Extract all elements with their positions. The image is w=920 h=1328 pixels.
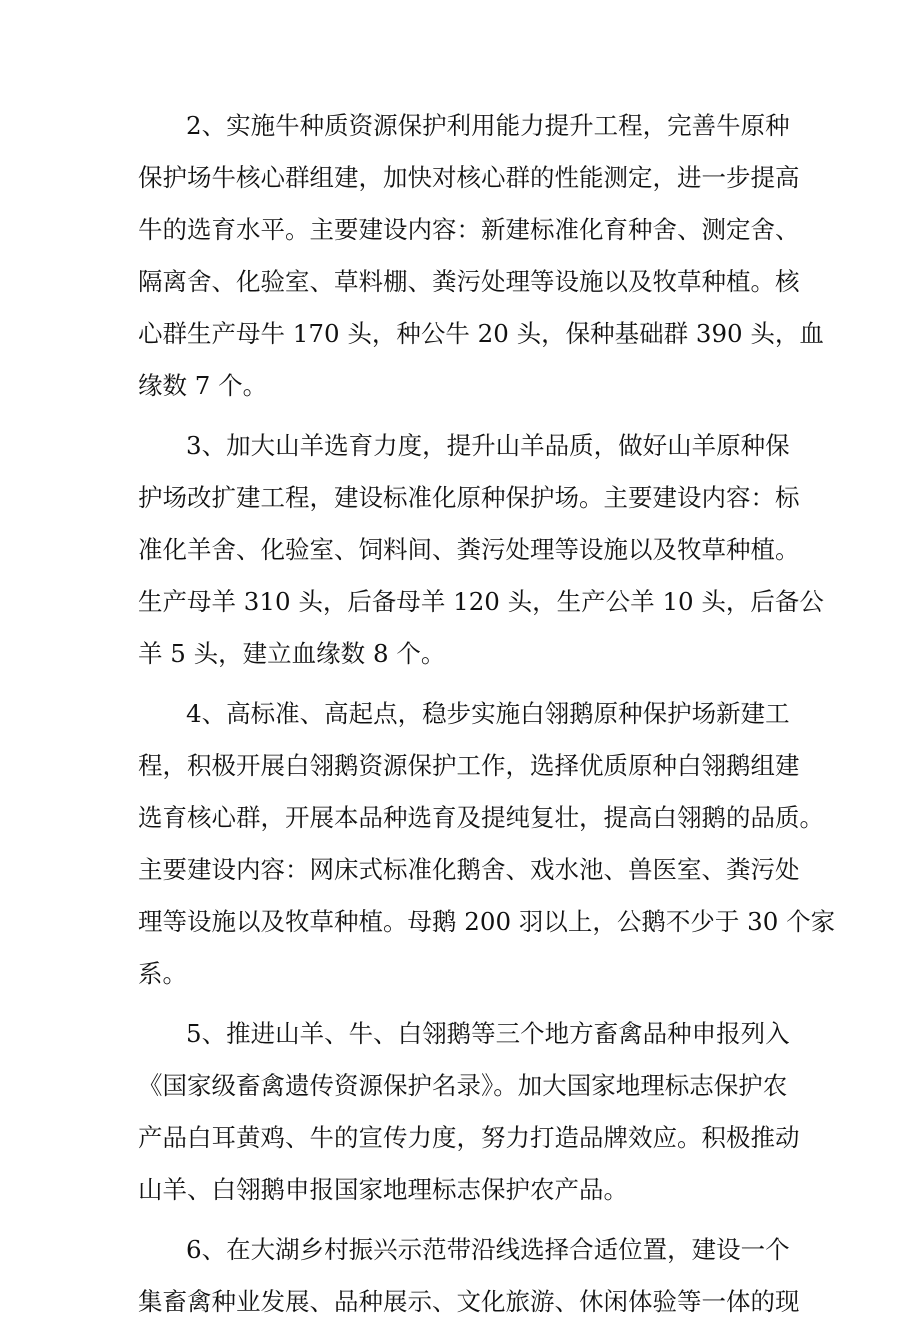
paragraph-4-line-5: 理等设施以及牧草种植。母鹅 200 羽以上，公鹅不少于 30 个家 bbox=[138, 907, 836, 936]
paragraph-3-line-4: 生产母羊 310 头，后备母羊 120 头，生产公羊 10 头，后备公 bbox=[138, 587, 824, 616]
paragraph-5-line-2: 《国家级畜禽遗传资源保护名录》。加大国家地理标志保护农 bbox=[138, 1071, 788, 1100]
paragraph-2-line-3: 牛的选育水平。主要建设内容：新建标准化育种舍、测定舍、 bbox=[138, 215, 800, 244]
paragraph-3-line-1: 3、加大山羊选育力度，提升山羊品质，做好山羊原种保 bbox=[186, 431, 790, 460]
paragraph-4-line-6: 系。 bbox=[138, 959, 187, 988]
paragraph-3-line-2: 护场改扩建工程，建设标准化原种保护场。主要建设内容：标 bbox=[138, 483, 800, 512]
paragraph-2-line-2: 保护场牛核心群组建，加快对核心群的性能测定，进一步提高 bbox=[138, 163, 800, 192]
paragraph-2-line-5: 心群生产母牛 170 头，种公牛 20 头，保种基础群 390 头，血 bbox=[138, 319, 824, 348]
paragraph-4-line-4: 主要建设内容：网床式标准化鹅舍、戏水池、兽医室、粪污处 bbox=[138, 855, 800, 884]
paragraph-6-line-2: 集畜禽种业发展、品种展示、文化旅游、休闲体验等一体的现 bbox=[138, 1287, 800, 1316]
paragraph-3-line-3: 准化羊舍、化验室、饲料间、粪污处理等设施以及牧草种植。 bbox=[138, 535, 800, 564]
paragraph-4-line-1: 4、高标准、高起点，稳步实施白翎鹅原种保护场新建工 bbox=[186, 699, 790, 728]
paragraph-2-line-1: 2、实施牛种质资源保护利用能力提升工程，完善牛原种 bbox=[186, 111, 790, 140]
paragraph-5-line-1: 5、推进山羊、牛、白翎鹅等三个地方畜禽品种申报列入 bbox=[186, 1019, 790, 1048]
paragraph-4-line-2: 程，积极开展白翎鹅资源保护工作，选择优质原种白翎鹅组建 bbox=[138, 751, 800, 780]
paragraph-5-line-3: 产品白耳黄鸡、牛的宣传力度，努力打造品牌效应。积极推动 bbox=[138, 1123, 800, 1152]
paragraph-4-line-3: 选育核心群，开展本品种选育及提纯复壮，提高白翎鹅的品质。 bbox=[138, 803, 824, 832]
paragraph-2-line-6: 缘数 7 个。 bbox=[138, 371, 268, 400]
paragraph-6-line-1: 6、在大湖乡村振兴示范带沿线选择合适位置，建设一个 bbox=[186, 1235, 790, 1264]
paragraph-3-line-5: 羊 5 头，建立血缘数 8 个。 bbox=[138, 639, 446, 668]
paragraph-5-line-4: 山羊、白翎鹅申报国家地理标志保护农产品。 bbox=[138, 1175, 628, 1204]
paragraph-2-line-4: 隔离舍、化验室、草料棚、粪污处理等设施以及牧草种植。核 bbox=[138, 267, 800, 296]
